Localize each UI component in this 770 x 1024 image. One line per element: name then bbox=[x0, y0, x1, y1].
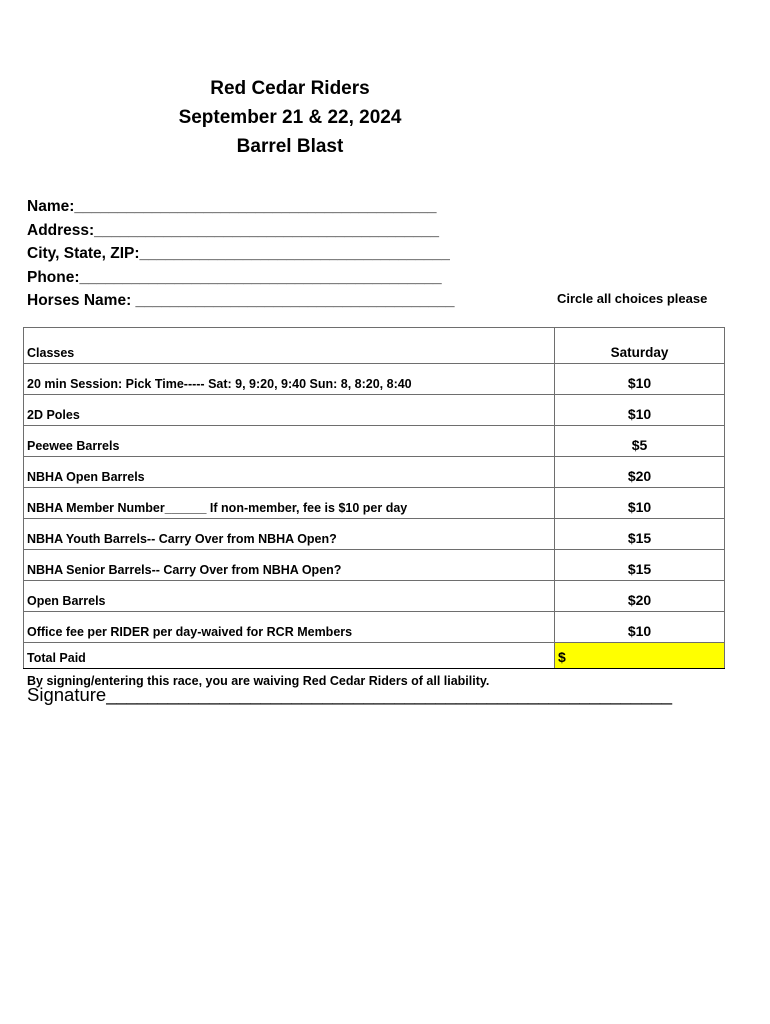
event-name: Barrel Blast bbox=[236, 136, 344, 157]
table-header-row bbox=[24, 328, 725, 364]
class-fee[interactable]: $20 bbox=[555, 581, 725, 612]
city-state-zip-field[interactable]: City, State, ZIP:____________________________________ bbox=[27, 245, 450, 263]
class-label: Office fee per RIDER per day-waived for RCR Members bbox=[24, 612, 555, 643]
signature-line[interactable]: Signature_______________________________________________________ bbox=[27, 684, 673, 705]
class-fee[interactable]: $10 bbox=[555, 488, 725, 519]
class-label: NBHA Youth Barrels-- Carry Over from NBHA Open? bbox=[24, 519, 555, 550]
liability-waiver: By signing/entering this race, you are waiving Red Cedar Riders of all liability. bbox=[27, 674, 490, 688]
class-fee[interactable]: $15 bbox=[555, 550, 725, 581]
class-label: 2D Poles bbox=[24, 395, 555, 426]
class-fee[interactable]: $10 bbox=[555, 364, 725, 395]
event-date: September 21 & 22, 2024 bbox=[178, 107, 402, 128]
table-row[interactable] bbox=[24, 426, 725, 457]
table-row[interactable] bbox=[24, 519, 725, 550]
total-paid-field[interactable]: $ bbox=[555, 643, 725, 669]
table-row[interactable] bbox=[24, 395, 725, 426]
address-field[interactable]: Address:________________________________________ bbox=[27, 221, 439, 239]
class-fee[interactable]: $15 bbox=[555, 519, 725, 550]
circle-note: Circle all choices please bbox=[557, 291, 708, 306]
phone-field[interactable]: Phone:__________________________________________ bbox=[27, 268, 442, 286]
classes-header: Classes bbox=[24, 328, 555, 364]
class-label: NBHA Senior Barrels-- Carry Over from NBHA Open? bbox=[24, 550, 555, 581]
class-label: NBHA Member Number______ If non-member, fee is $10 per day bbox=[24, 488, 555, 519]
saturday-header: Saturday bbox=[555, 328, 725, 364]
table-row[interactable] bbox=[24, 581, 725, 612]
class-label: Open Barrels bbox=[24, 581, 555, 612]
total-row bbox=[24, 643, 725, 669]
horse-name-field[interactable]: Horses Name: _____________________________________ bbox=[27, 292, 455, 310]
table-row[interactable] bbox=[24, 457, 725, 488]
name-field[interactable]: Name:__________________________________________ bbox=[27, 198, 437, 215]
title-block bbox=[0, 74, 580, 161]
table-row[interactable] bbox=[24, 488, 725, 519]
class-label: 20 min Session: Pick Time----- Sat: 9, 9:20, 9:40 Sun: 8, 8:20, 8:40 bbox=[24, 364, 555, 395]
class-label: NBHA Open Barrels bbox=[24, 457, 555, 488]
table-row[interactable] bbox=[24, 364, 725, 395]
org-title: Red Cedar Riders bbox=[210, 78, 370, 99]
table-row[interactable] bbox=[24, 550, 725, 581]
table-row[interactable] bbox=[24, 612, 725, 643]
class-label: Peewee Barrels bbox=[24, 426, 555, 457]
class-fee[interactable]: $5 bbox=[555, 426, 725, 457]
total-label: Total Paid bbox=[24, 643, 555, 669]
class-fee[interactable]: $10 bbox=[555, 395, 725, 426]
classes-table bbox=[23, 327, 725, 669]
entry-form bbox=[27, 195, 455, 313]
class-fee[interactable]: $10 bbox=[555, 612, 725, 643]
class-fee[interactable]: $20 bbox=[555, 457, 725, 488]
